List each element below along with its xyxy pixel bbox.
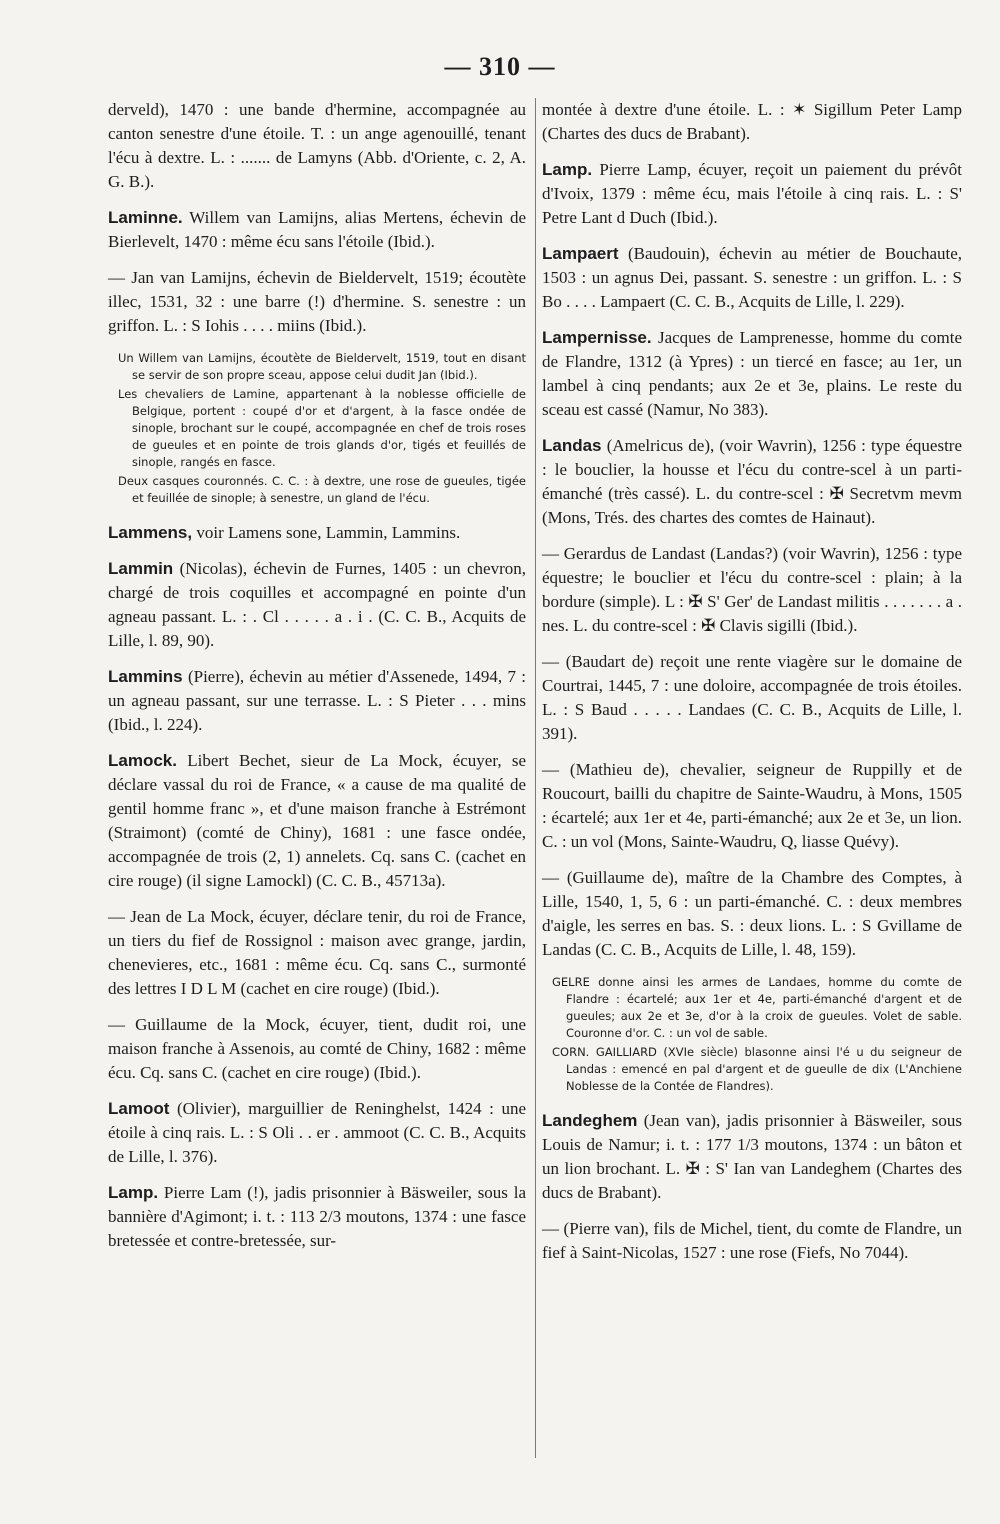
entry-text: (Pierre), échevin au métier d'Assenede, 1494, 7 : un agneau passant, sur une terrasse. L. : S Pieter . . . mins (Ibid., l. 224). bbox=[108, 667, 527, 734]
entry-paragraph bbox=[108, 521, 526, 545]
entry-paragraph bbox=[108, 206, 526, 254]
footnote: Un Willem van Lamijns, écoutète de Bieldervelt, 1519, tout en disant se servir de son propre sceau, appose celui dudit Jan (Ibid.). bbox=[118, 351, 526, 382]
entry-text: montée à dextre d'une étoile. L. : ✶ Sigillum Peter Lamp (Chartes des ducs de Brabant). bbox=[542, 100, 962, 143]
entry-paragraph bbox=[542, 1217, 962, 1265]
page-number: — 310 — bbox=[444, 52, 556, 81]
entry-paragraph bbox=[542, 650, 962, 746]
entry-text: (Olivier), marguillier de Reninghelst, 1424 : une étoile à cinq rais. L. : S Oli . . er . ammoot (C. C. B., Acquits de Lille, l. 376). bbox=[108, 1099, 527, 1166]
entry-text: — (Pierre van), fils de Michel, tient, du comte de Flandre, un fief à Saint-Nicolas, 1527 : une rose (Fiefs, No 7044). bbox=[542, 1219, 962, 1262]
entry-text: — Guillaume de la Mock, écuyer, tient, dudit roi, une maison franche à Assenois, au comté de Chiny, 1682 : même écu. Cq. sans C. (cachet en cire rouge) (Ibid.). bbox=[108, 1015, 526, 1082]
entry-heading: Lamoot bbox=[108, 1099, 170, 1118]
entry-paragraph bbox=[108, 1013, 526, 1085]
footnotes bbox=[108, 350, 526, 507]
entry-paragraph bbox=[108, 266, 526, 338]
entry-text: (Jean van), jadis prisonnier à Bäsweiler, sous Louis de Namur; i. t. : 177 1/3 moutons, 1374 : un bâton et un lion brochant. L. ✠ : S' Ian van Landeghem (Chartes des ducs de Brabant). bbox=[542, 1111, 963, 1202]
entry-paragraph bbox=[542, 242, 962, 314]
entry-paragraph bbox=[542, 98, 962, 146]
entry-heading: Lammin bbox=[108, 559, 174, 578]
entry-paragraph bbox=[108, 1097, 526, 1169]
entry-text: Pierre Lam (!), jadis prisonnier à Bäsweiler, sous la bannière d'Agimont; i. t. : 113 2/3 moutons, 1374 : une fasce bretessée et contre-bretessée, sur- bbox=[108, 1183, 527, 1250]
entry-heading: Lampernisse. bbox=[542, 328, 652, 347]
entry-text: Libert Bechet, sieur de La Mock, écuyer, se déclare vassal du roi de France, « a cause de ma qualité de gentil homme franc », et d'une maison franche à Estrémont (Straimont) (comté de Chiny), 1681 : une fasce ondée, accompagnée de trois (2, 1) annelets. Cq. sans C. (cachet en cire rouge) (il signe Lamockl) (C. C. B., 45713a). bbox=[108, 751, 526, 890]
entry-text: (Amelricus de), (voir Wavrin), 1256 : type équestre : le bouclier, la housse et l'écu du contre-scel à un parti-émanché (très cassé). L. du contre-scel : ✠ Secretvm mevm (Mons, Trés. des chartes des comtes de Hainaut). bbox=[542, 436, 963, 527]
entry-paragraph bbox=[108, 665, 526, 737]
entry-text: — Jan van Lamijns, échevin de Bieldervelt, 1519; écoutète illec, 1531, 32 : une barre (!) d'hermine. S. senestre : un griffon. L. : S Iohis . . . . miins (Ibid.). bbox=[108, 268, 526, 335]
entry-heading: Lammins bbox=[108, 667, 183, 686]
footnote: Deux casques couronnés. C. C. : à dextre, une rose de gueules, tigée et feuillée de sinople; à senestre, un gland de l'écu. bbox=[118, 474, 526, 505]
entry-heading: Landas bbox=[542, 436, 602, 455]
left-column bbox=[108, 98, 526, 1265]
entry-text: — (Mathieu de), chevalier, seigneur de Ruppilly et de Roucourt, bailli du chapitre de Sainte-Waudru, à Mons, 1505 : écartelé; aux 1er et 4e, parti-émanché; aux 2e et 3e, un lion. C. : un vol (Mons, Sainte-Waudru, Q, liasse Quévy). bbox=[542, 760, 962, 851]
entry-paragraph bbox=[542, 326, 962, 422]
entry-paragraph bbox=[542, 158, 962, 230]
entry-heading: Lampaert bbox=[542, 244, 619, 263]
entry-heading: Lammens, bbox=[108, 523, 193, 542]
entry-paragraph bbox=[108, 98, 526, 194]
footnote: GELRE donne ainsi les armes de Landaes, homme du comte de Flandre : écartelé; aux 1er et 4e, parti-émanché d'argent et de gueules; aux 2e et 3e, d'or à la croix de gueules. Volet de sable. Couronne d'or. C. : un vol de sable. bbox=[552, 975, 962, 1040]
entry-paragraph bbox=[542, 434, 962, 530]
entry-text: — (Baudart de) reçoit une rente viagère sur le domaine de Courtrai, 1445, 7 : une doloire, accompagnée de trois étoiles. L. : S Baud . . . . . Landaes (C. C. B., Acquits de Lille, l. 391). bbox=[542, 652, 962, 743]
footnote: Les chevaliers de Lamine, appartenant à la noblesse officielle de Belgique, portent : coupé d'or et d'argent, à la fasce ondée de sinople, brochant sur le coupé, accompagnée en chef de trois roses de gueules et en pointe de trois glands d'or, tigés et feuillés de sinople, rangés en fasce. bbox=[118, 387, 526, 469]
entry-heading: Lamp. bbox=[542, 160, 593, 179]
right-column bbox=[542, 98, 962, 1277]
entry-heading: Laminne. bbox=[108, 208, 183, 227]
entry-paragraph bbox=[542, 1109, 962, 1205]
entry-paragraph bbox=[542, 542, 962, 638]
entry-text: (Baudouin), échevin au métier de Bouchaute, 1503 : un agnus Dei, passant. S. senestre : un griffon. L. : S Bo . . . . Lampaert (C. C. B., Acquits de Lille, l. 229). bbox=[542, 244, 963, 311]
entry-text: Jacques de Lamprenesse, homme du comte de Flandre, 1312 (à Ypres) : un tiercé en fasce; au 1er, un lambel à cinq pendants; aux 2e et 3e, plains. Le reste du sceau est cassé (Namur, No 383). bbox=[542, 328, 963, 419]
entry-paragraph bbox=[542, 758, 962, 854]
footnotes bbox=[542, 974, 962, 1095]
entry-heading: Lamp. bbox=[108, 1183, 159, 1202]
entry-text: (Nicolas), échevin de Furnes, 1405 : un chevron, chargé de trois coquilles et accompagné en pointe d'un agneau passant. L. : . Cl . . . . . a . i . (C. C. B., Acquits de Lille, l. 89, 90). bbox=[108, 559, 527, 650]
entry-paragraph bbox=[108, 1181, 526, 1253]
entry-paragraph bbox=[542, 866, 962, 962]
entry-text: — Gerardus de Landast (Landas?) (voir Wavrin), 1256 : type équestre; le bouclier et l'écu du contre-scel : plain; à la bordure (simple). L : ✠ S' Ger' de Landast militis . . . . . . . a . nes. L. du contre-scel : ✠ Clavis sigilli (Ibid.). bbox=[542, 544, 962, 635]
entry-text: Willem van Lamijns, alias Mertens, échevin de Bierlevelt, 1470 : même écu sans l'étoile (Ibid.). bbox=[108, 208, 526, 251]
footnote: CORN. GAILLIARD (XVIe siècle) blasonne ainsi l'é u du seigneur de Landas : emencé en pal d'argent et de gueulle de dix (L'Anchiene Noblesse de la Contée de Flandres). bbox=[552, 1045, 962, 1093]
entry-paragraph bbox=[108, 905, 526, 1001]
entry-heading: Lamock. bbox=[108, 751, 177, 770]
entry-text: derveld), 1470 : une bande d'hermine, accompagnée au canton senestre d'une étoile. T. : un ange agenouillé, tenant l'écu à dextre. L. : ....... de Lamyns (Abb. d'Oriente, c. 2, A. G. B.). bbox=[108, 100, 526, 191]
column-divider bbox=[535, 98, 536, 1458]
entry-text: — Jean de La Mock, écuyer, déclare tenir, du roi de France, un tiers du fief de Rossignol : maison avec grange, jardin, chenevieres, etc., 1681 : même écu. Cq. sans C., surmonté des lettres I D L M (cachet en cire rouge) (Ibid.). bbox=[108, 907, 526, 998]
entry-text: voir Lamens sone, Lammin, Lammins. bbox=[196, 523, 461, 542]
entry-text: Pierre Lamp, écuyer, reçoit un paiement du prévôt d'Ivoix, 1379 : même écu, mais l'étoile à cinq rais. L. : S' Petre Lant d Duch (Ibid.). bbox=[542, 160, 963, 227]
entry-text: — (Guillaume de), maître de la Chambre des Comptes, à Lille, 1540, 1, 5, 6 : un parti-émanché. C. : deux membres d'aigle, les serres en bas. S. : deux lions. L. : S Gvillame de Landas (C. C. B., Acquits de Lille, l. 48, 159). bbox=[542, 868, 962, 959]
entry-paragraph bbox=[108, 749, 526, 893]
entry-paragraph bbox=[108, 557, 526, 653]
entry-heading: Landeghem bbox=[542, 1111, 638, 1130]
